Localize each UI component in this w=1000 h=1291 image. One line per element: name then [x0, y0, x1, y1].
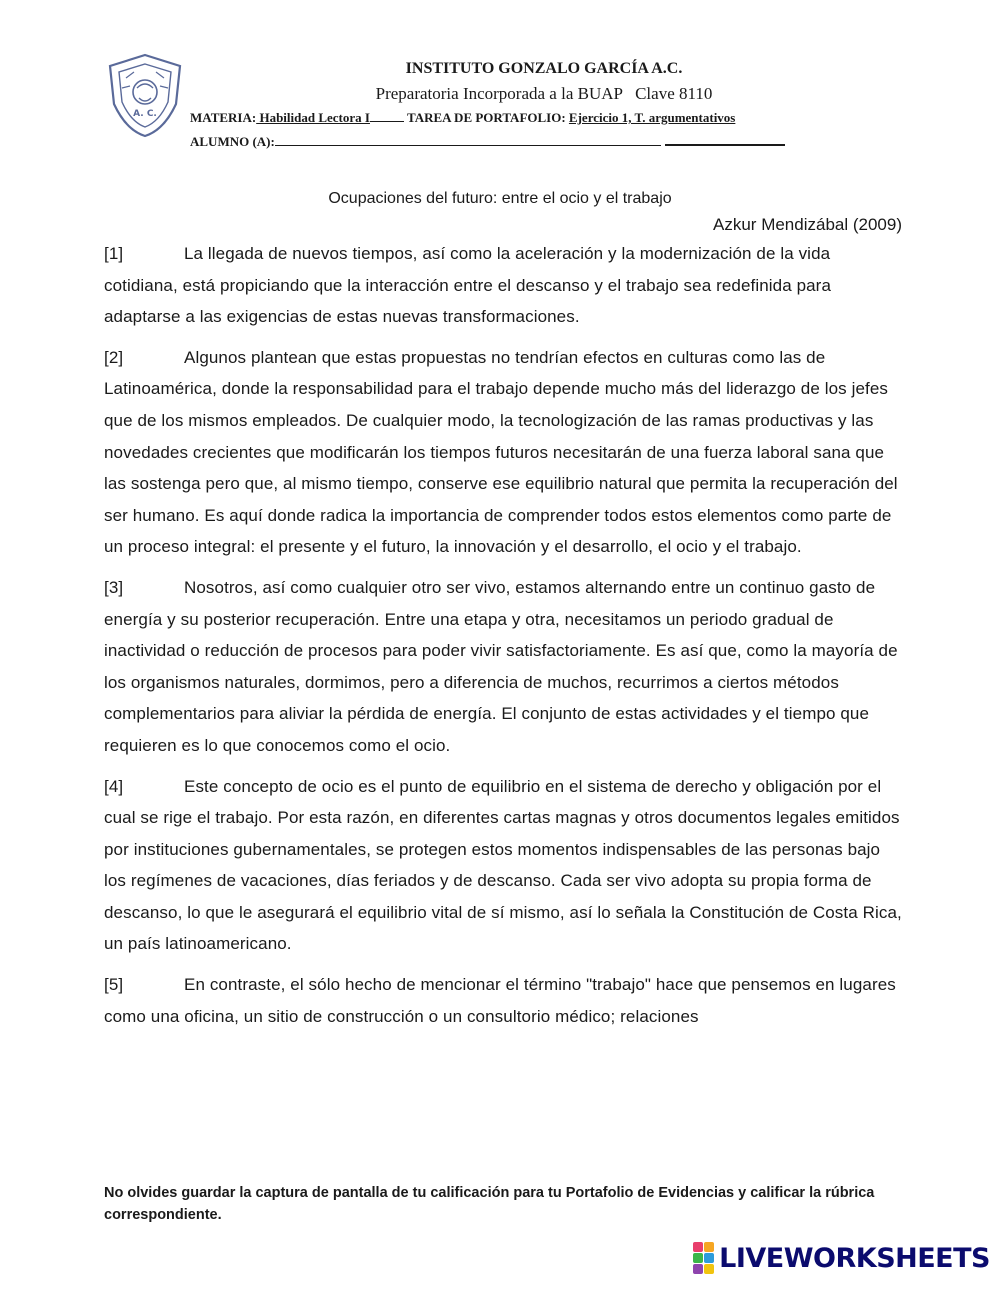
- paragraph-text: Este concepto de ocio es el punto de equilibrio en el sistema de derecho y obligación por el cual se rige el trabajo. Por esta razón, en diferentes cartas magnas y otros documentos legales emitidos por instituciones gubernamentales, se protegen estos momentos indispensables de las personas bajo los regímenes de vacaciones, días feriados y de descanso. Cada ser vivo adopta su propia forma de descanso, lo que le asegurará el equilibrio vital de sí mismo, así lo señala la Constitución de Costa Rica, un país latinoamericano.: [104, 776, 902, 954]
- materia-blank: [370, 110, 404, 122]
- paragraph-text: Nosotros, así como cualquier otro ser vivo, estamos alternando entre un continuo gasto de energía y su posterior recuperación. Entre una etapa y otra, necesitamos un periodo gradual de inactividad o reducción de procesos para poder vivir satisfactoriamente. Es así que, como la mayoría de los organismos naturales, dormimos, pero a diferencia de muchos, recurrimos a ciertos métodos complementarios para aliviar la pérdida de energía. El conjunto de estas actividades y el tiempo que requieren es lo que conocemos como el ocio.: [104, 577, 898, 755]
- tarea-label: TAREA DE PORTAFOLIO:: [406, 110, 566, 125]
- logo-block: [693, 1253, 703, 1263]
- document-header: [100, 48, 900, 158]
- document-title: Ocupaciones del futuro: entre el ocio y el trabajo: [328, 190, 672, 207]
- logo-block: [704, 1264, 714, 1274]
- brand-logo-icon: [693, 1242, 714, 1274]
- paragraph-number: [1]: [104, 244, 124, 263]
- logo-block: [704, 1242, 714, 1252]
- logo-block: [693, 1264, 703, 1274]
- alumno-label: ALUMNO (A):: [190, 134, 275, 149]
- paragraph-2: [104, 342, 904, 563]
- paragraph-number: [3]: [104, 577, 124, 597]
- paragraph-4: [104, 771, 904, 961]
- portfolio-reminder: No olvides guardar la captura de pantalla de tu calificación para tu Portafolio de Evidencias y calificar la rúbrica correspondiente.: [104, 1185, 875, 1223]
- institute-subtitle: Preparatoria Incorporada a la BUAP Clave 8110: [375, 84, 713, 103]
- institute-name: INSTITUTO GONZALO GARCÍA A.C.: [405, 60, 683, 77]
- svg-text:A. C.: A. C.: [133, 109, 157, 119]
- materia-label: MATERIA:: [190, 110, 257, 125]
- paragraph-text: La llegada de nuevos tiempos, así como la aceleración y la modernización de la vida cotidiana, está propiciando que la interacción entre el descanso y el trabajo sea redefinida para adaptarse a las exigencias de estas nuevas transformaciones.: [104, 244, 831, 327]
- liveworksheets-brand[interactable]: [693, 1243, 990, 1273]
- subject-line: [190, 110, 735, 126]
- paragraph-text: Algunos plantean que estas propuestas no tendrían efectos en culturas como las de Latinoamérica, donde la responsabilidad para el trabajo depende mucho más del liderazgo de los jefes que de los mismos empleados. De cualquier modo, la tecnologización de las ramas productivas y las novedades crecientes que modificarán los tiempos futuros necesitarán de una fuerza laboral sana que las sostenga pero que, al mismo tiempo, conserve ese equilibrio natural que permita la recuperación del ser humano. Es aquí donde radica la importancia de comprender todos estos elementos como parte de un proceso integral: el presente y el futuro, la innovación y el desarrollo, el ocio y el trabajo.: [104, 347, 898, 557]
- document-body: [104, 238, 904, 1041]
- brand-name: LIVEWORKSHEETS: [719, 1242, 990, 1274]
- student-line: [190, 132, 785, 150]
- paragraph-5: [104, 969, 904, 1032]
- paragraph-number: [2]: [104, 347, 124, 367]
- tarea-value: Ejercicio 1, T. argumentativos: [568, 110, 736, 125]
- paragraph-1: [104, 238, 904, 333]
- materia-value: Habilidad Lectora I: [256, 110, 370, 125]
- logo-block: [704, 1253, 714, 1263]
- student-name-blank: [275, 133, 661, 146]
- document-author: Azkur Mendizábal (2009): [713, 215, 902, 234]
- paragraph-3: [104, 572, 904, 762]
- student-extra-blank: [665, 132, 785, 146]
- paragraph-number: [5]: [104, 975, 124, 995]
- paragraph-number: [4]: [104, 776, 124, 796]
- logo-block: [693, 1242, 703, 1252]
- paragraph-text: En contraste, el sólo hecho de mencionar el término "trabajo" hace que pensemos en lugares como una oficina, un sitio de construcción o un consultorio médico; relaciones: [104, 975, 896, 1026]
